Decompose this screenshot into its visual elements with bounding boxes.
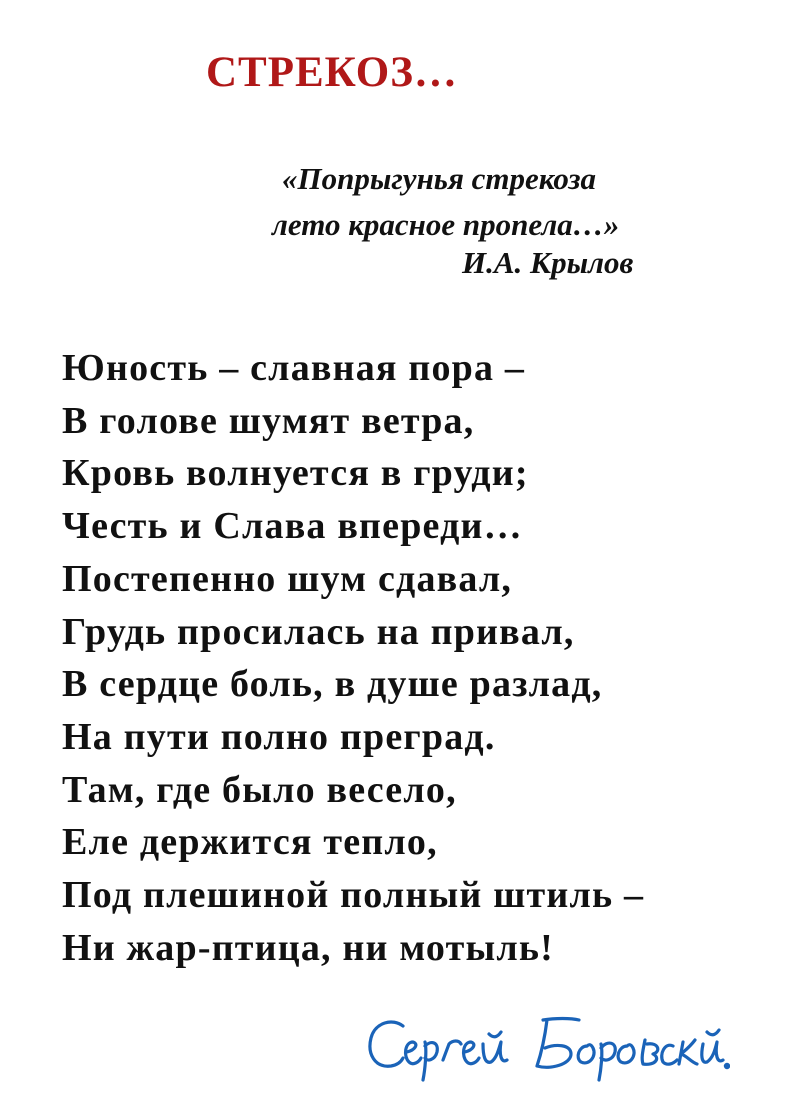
poem-line: Там, где было весело, (62, 768, 457, 811)
poem-line: Под плешиной полный штиль – (62, 874, 645, 917)
poem-line: Постепенно шум сдавал, (62, 557, 513, 600)
poem-line: Юность – славная пора – (62, 347, 526, 389)
epigraph (272, 156, 634, 280)
poem-line: В сердце боль, в душе разлад, (62, 663, 603, 706)
epigraph-author: И.А. Крылов (462, 245, 634, 280)
poem-title: СТРЕКОЗ… (206, 49, 458, 96)
epigraph-line: «Попрыгунья стрекоза (282, 161, 597, 196)
poem-line: В голове шумят ветра, (62, 399, 475, 442)
epigraph-line: лето красное пропела…» (272, 207, 620, 242)
poem-line: Ни жар-птица, ни мотыль! (62, 926, 555, 969)
poem-body (62, 342, 644, 974)
poem-line: На пути полно преград. (62, 715, 496, 758)
poem-line: Честь и Слава впереди… (62, 505, 523, 548)
poem-line: Еле держится тепло, (62, 821, 438, 864)
poem-line: Кровь волнуется в груди; (62, 452, 529, 495)
author-signature (365, 1012, 730, 1082)
poem-line: Грудь просилась на привал, (62, 610, 575, 653)
